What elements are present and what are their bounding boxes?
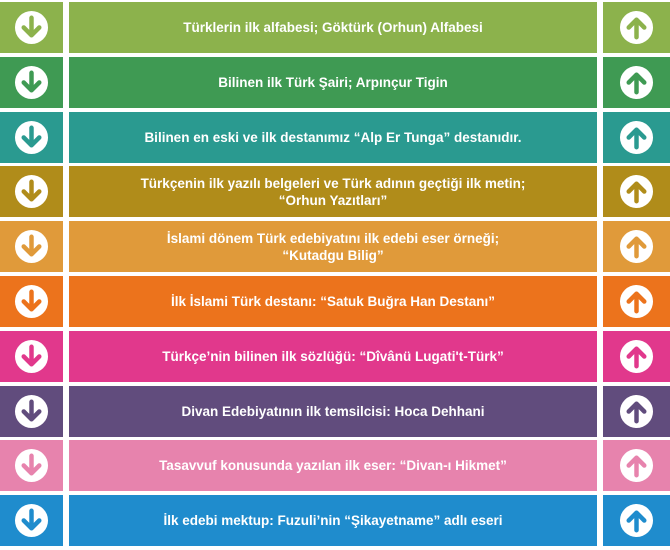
row-left-cell	[0, 440, 63, 491]
row-text-cell	[69, 495, 597, 546]
row-left-cell	[0, 276, 63, 327]
timeline-row	[0, 276, 670, 327]
row-text: Türklerin ilk alfabesi; Göktürk (Orhun) Alfabesi	[183, 20, 483, 35]
down-arrow-circle-icon[interactable]	[14, 174, 49, 209]
row-right-cell	[603, 440, 670, 491]
row-text-cell	[69, 112, 597, 163]
down-arrow-circle-icon[interactable]	[14, 120, 49, 155]
row-text: Tasavvuf konusunda yazılan ilk eser: “Divan-ı Hikmet”	[159, 458, 507, 474]
row-text: İlk İslami Türk destanı: “Satuk Buğra Han Destanı”	[170, 294, 496, 309]
row-right-cell	[603, 112, 670, 163]
timeline-row	[0, 331, 670, 382]
row-left-cell	[0, 166, 63, 217]
down-arrow-circle-icon[interactable]	[14, 448, 49, 483]
row-text-cell	[69, 166, 597, 217]
row-text: İslami dönem Türk edebiyatını ilk edebi eser örneği; “Kutadgu Bilig”	[166, 230, 500, 263]
row-text-cell	[69, 276, 597, 327]
row-text: İlk edebi mektup: Fuzuli’nin “Şikayetname” adlı eseri	[163, 513, 503, 529]
row-left-cell	[0, 57, 63, 108]
row-right-cell	[603, 166, 670, 217]
row-right-cell	[603, 386, 670, 437]
row-text-cell	[69, 331, 597, 382]
timeline-row	[0, 386, 670, 437]
down-arrow-circle-icon[interactable]	[14, 339, 49, 374]
up-arrow-circle-icon[interactable]	[619, 284, 654, 319]
row-text: Divan Edebiyatının ilk temsilcisi: Hoca Dehhani	[181, 403, 485, 419]
row-right-cell	[603, 57, 670, 108]
row-text-cell	[69, 2, 597, 53]
row-text: Bilinen en eski ve ilk destanımız “Alp Er Tunga” destanıdır.	[144, 129, 522, 145]
up-arrow-circle-icon[interactable]	[619, 339, 654, 374]
row-right-cell	[603, 276, 670, 327]
row-left-cell	[0, 331, 63, 382]
row-text-cell	[69, 440, 597, 491]
timeline-row	[0, 440, 670, 491]
down-arrow-circle-icon[interactable]	[14, 503, 49, 538]
row-text-cell	[69, 386, 597, 437]
row-text: Bilinen ilk Türk Şairi; Arpınçur Tigin	[218, 74, 448, 90]
up-arrow-circle-icon[interactable]	[619, 120, 654, 155]
row-text-cell	[69, 57, 597, 108]
timeline-row	[0, 166, 670, 217]
row-text-cell	[69, 221, 597, 272]
row-text: Türkçe’nin bilinen ilk sözlüğü: “Dîvânü Lugati't-Türk”	[162, 348, 504, 364]
timeline-row	[0, 57, 670, 108]
row-left-cell	[0, 112, 63, 163]
row-text: Türkçenin ilk yazılı belgeleri ve Türk adının geçtiği ilk metin; “Orhun Yazıtları”	[140, 175, 526, 208]
timeline-row	[0, 221, 670, 272]
row-left-cell	[0, 495, 63, 546]
timeline-row	[0, 495, 670, 546]
row-right-cell	[603, 495, 670, 546]
down-arrow-circle-icon[interactable]	[14, 394, 49, 429]
timeline-row	[0, 2, 670, 53]
down-arrow-circle-icon[interactable]	[14, 229, 49, 264]
down-arrow-circle-icon[interactable]	[14, 65, 49, 100]
row-right-cell	[603, 2, 670, 53]
up-arrow-circle-icon[interactable]	[619, 174, 654, 209]
up-arrow-circle-icon[interactable]	[619, 394, 654, 429]
up-arrow-circle-icon[interactable]	[619, 229, 654, 264]
timeline-row	[0, 112, 670, 163]
row-left-cell	[0, 221, 63, 272]
down-arrow-circle-icon[interactable]	[14, 284, 49, 319]
up-arrow-circle-icon[interactable]	[619, 448, 654, 483]
up-arrow-circle-icon[interactable]	[619, 503, 654, 538]
row-right-cell	[603, 331, 670, 382]
down-arrow-circle-icon[interactable]	[14, 10, 49, 45]
row-left-cell	[0, 2, 63, 53]
row-left-cell	[0, 386, 63, 437]
up-arrow-circle-icon[interactable]	[619, 65, 654, 100]
up-arrow-circle-icon[interactable]	[619, 10, 654, 45]
row-right-cell	[603, 221, 670, 272]
